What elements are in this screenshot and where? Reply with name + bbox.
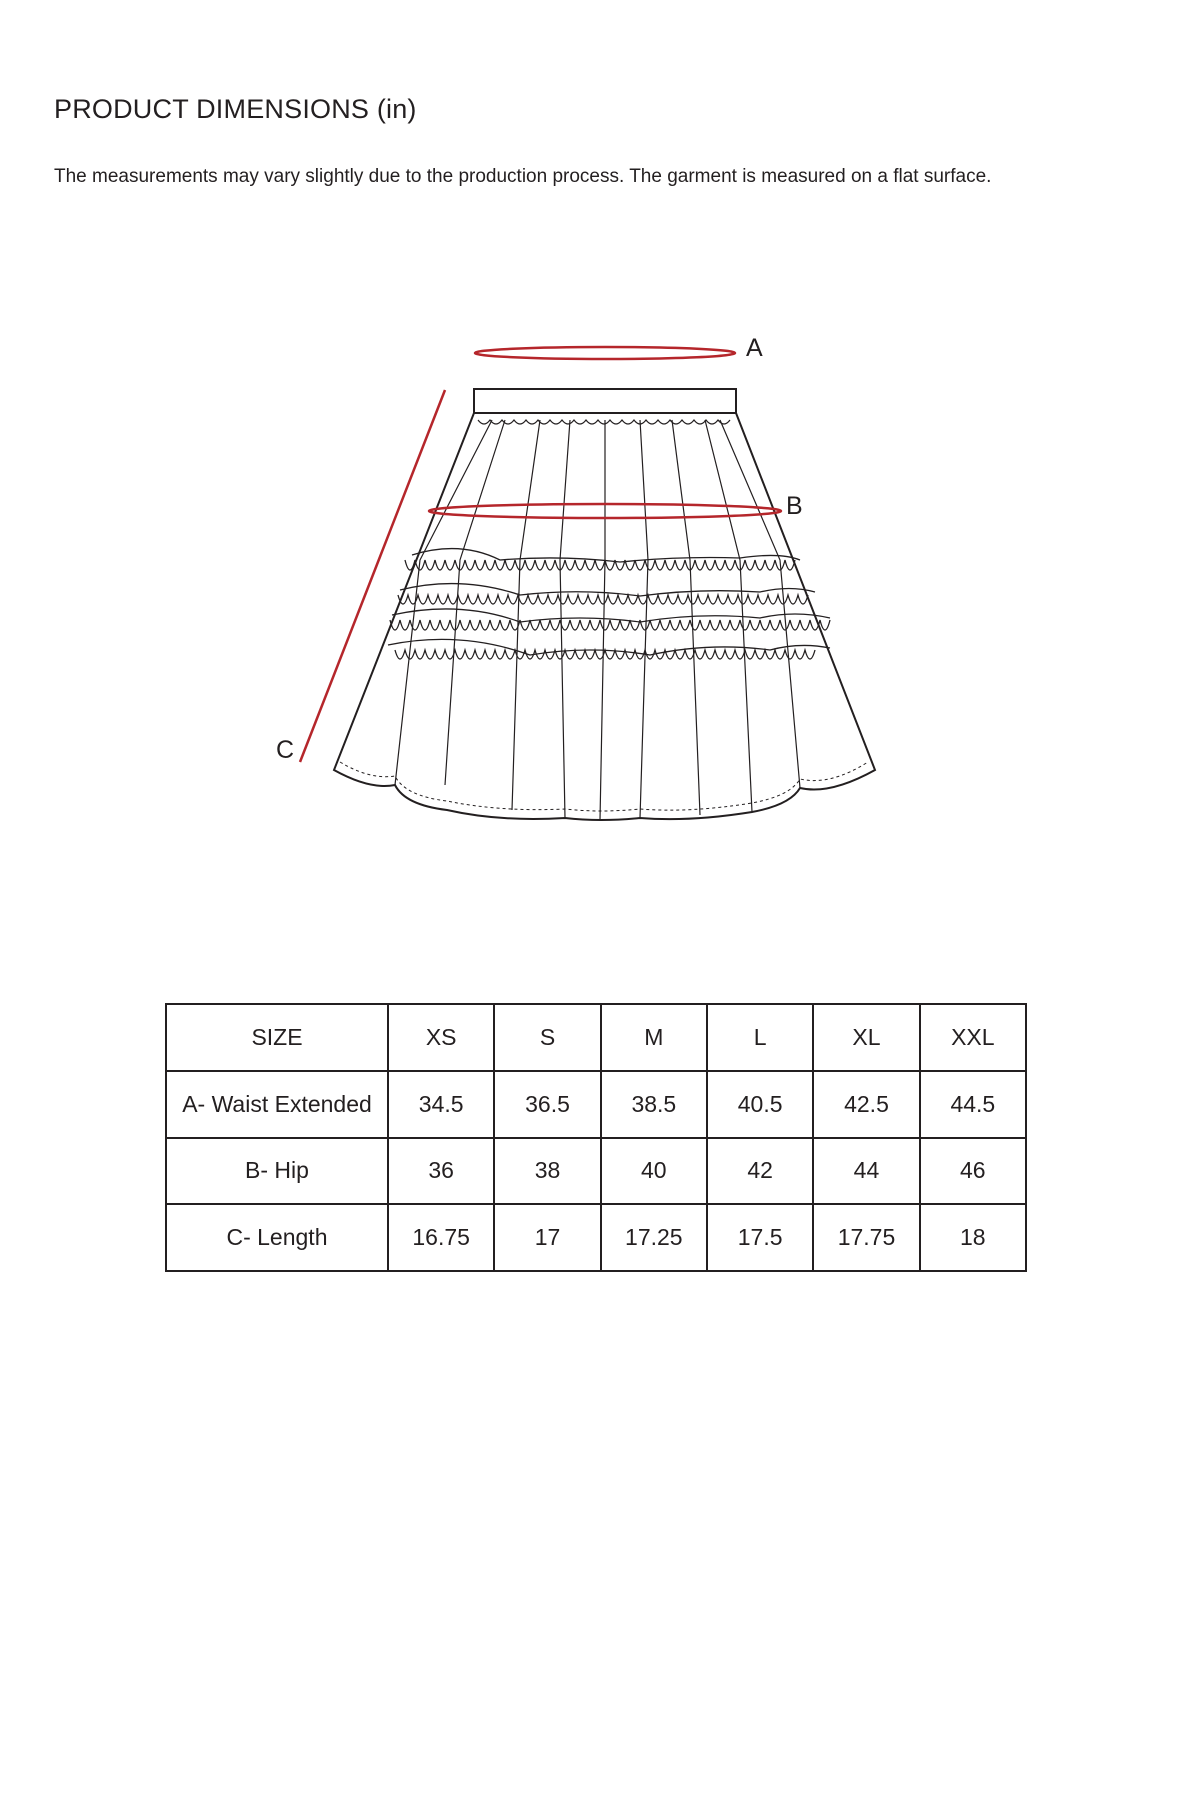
measure-line-c	[300, 390, 445, 762]
size-table-value-cell: 40	[601, 1138, 707, 1205]
size-table-value-cell: 44.5	[920, 1071, 1026, 1138]
ruffle-tier-lower	[388, 609, 830, 659]
size-table-value-cell: 36	[388, 1138, 494, 1205]
label-c: C	[276, 736, 295, 764]
size-table-value-cell: 44	[813, 1138, 919, 1205]
size-table-value-cell: L	[707, 1004, 813, 1071]
label-b: B	[786, 492, 803, 520]
measurement-note: The measurements may vary slightly due to the production process. The garment is measured on a flat surface.	[54, 166, 992, 187]
size-table-value-cell: XS	[388, 1004, 494, 1071]
size-table-value-cell: 42.5	[813, 1071, 919, 1138]
waistband	[474, 389, 736, 413]
size-table-label-cell: A- Waist Extended	[166, 1071, 388, 1138]
measure-line-a	[475, 347, 735, 359]
label-a: A	[746, 334, 763, 362]
size-table	[165, 1003, 1027, 1272]
size-table-value-cell: 17.75	[813, 1204, 919, 1271]
size-table-header	[166, 1004, 1026, 1071]
size-table-value-cell: 36.5	[494, 1071, 600, 1138]
size-table-value-cell: 34.5	[388, 1071, 494, 1138]
size-table-value-cell: 42	[707, 1138, 813, 1205]
size-table-label-cell: B- Hip	[166, 1138, 388, 1205]
size-table-value-cell: 17	[494, 1204, 600, 1271]
page-title: PRODUCT DIMENSIONS (in)	[54, 94, 417, 124]
size-table-value-cell: 38.5	[601, 1071, 707, 1138]
size-table-value-cell: 18	[920, 1204, 1026, 1271]
size-table-value-cell: 16.75	[388, 1204, 494, 1271]
size-table-value-cell: XXL	[920, 1004, 1026, 1071]
size-table-value-cell: S	[494, 1004, 600, 1071]
size-table-value-cell: 38	[494, 1138, 600, 1205]
size-table-value-cell: 17.25	[601, 1204, 707, 1271]
panel-seams	[395, 420, 800, 820]
size-table-row	[166, 1071, 1026, 1138]
size-table-row	[166, 1204, 1026, 1271]
size-table-row	[166, 1138, 1026, 1205]
size-table-value-cell: 17.5	[707, 1204, 813, 1271]
size-table-value-cell: 40.5	[707, 1071, 813, 1138]
size-table-label-cell: SIZE	[166, 1004, 388, 1071]
size-table-label-cell: C- Length	[166, 1204, 388, 1271]
size-table-value-cell: XL	[813, 1004, 919, 1071]
size-table-value-cell: M	[601, 1004, 707, 1071]
waist-gathers	[478, 420, 730, 424]
size-table-value-cell: 46	[920, 1138, 1026, 1205]
